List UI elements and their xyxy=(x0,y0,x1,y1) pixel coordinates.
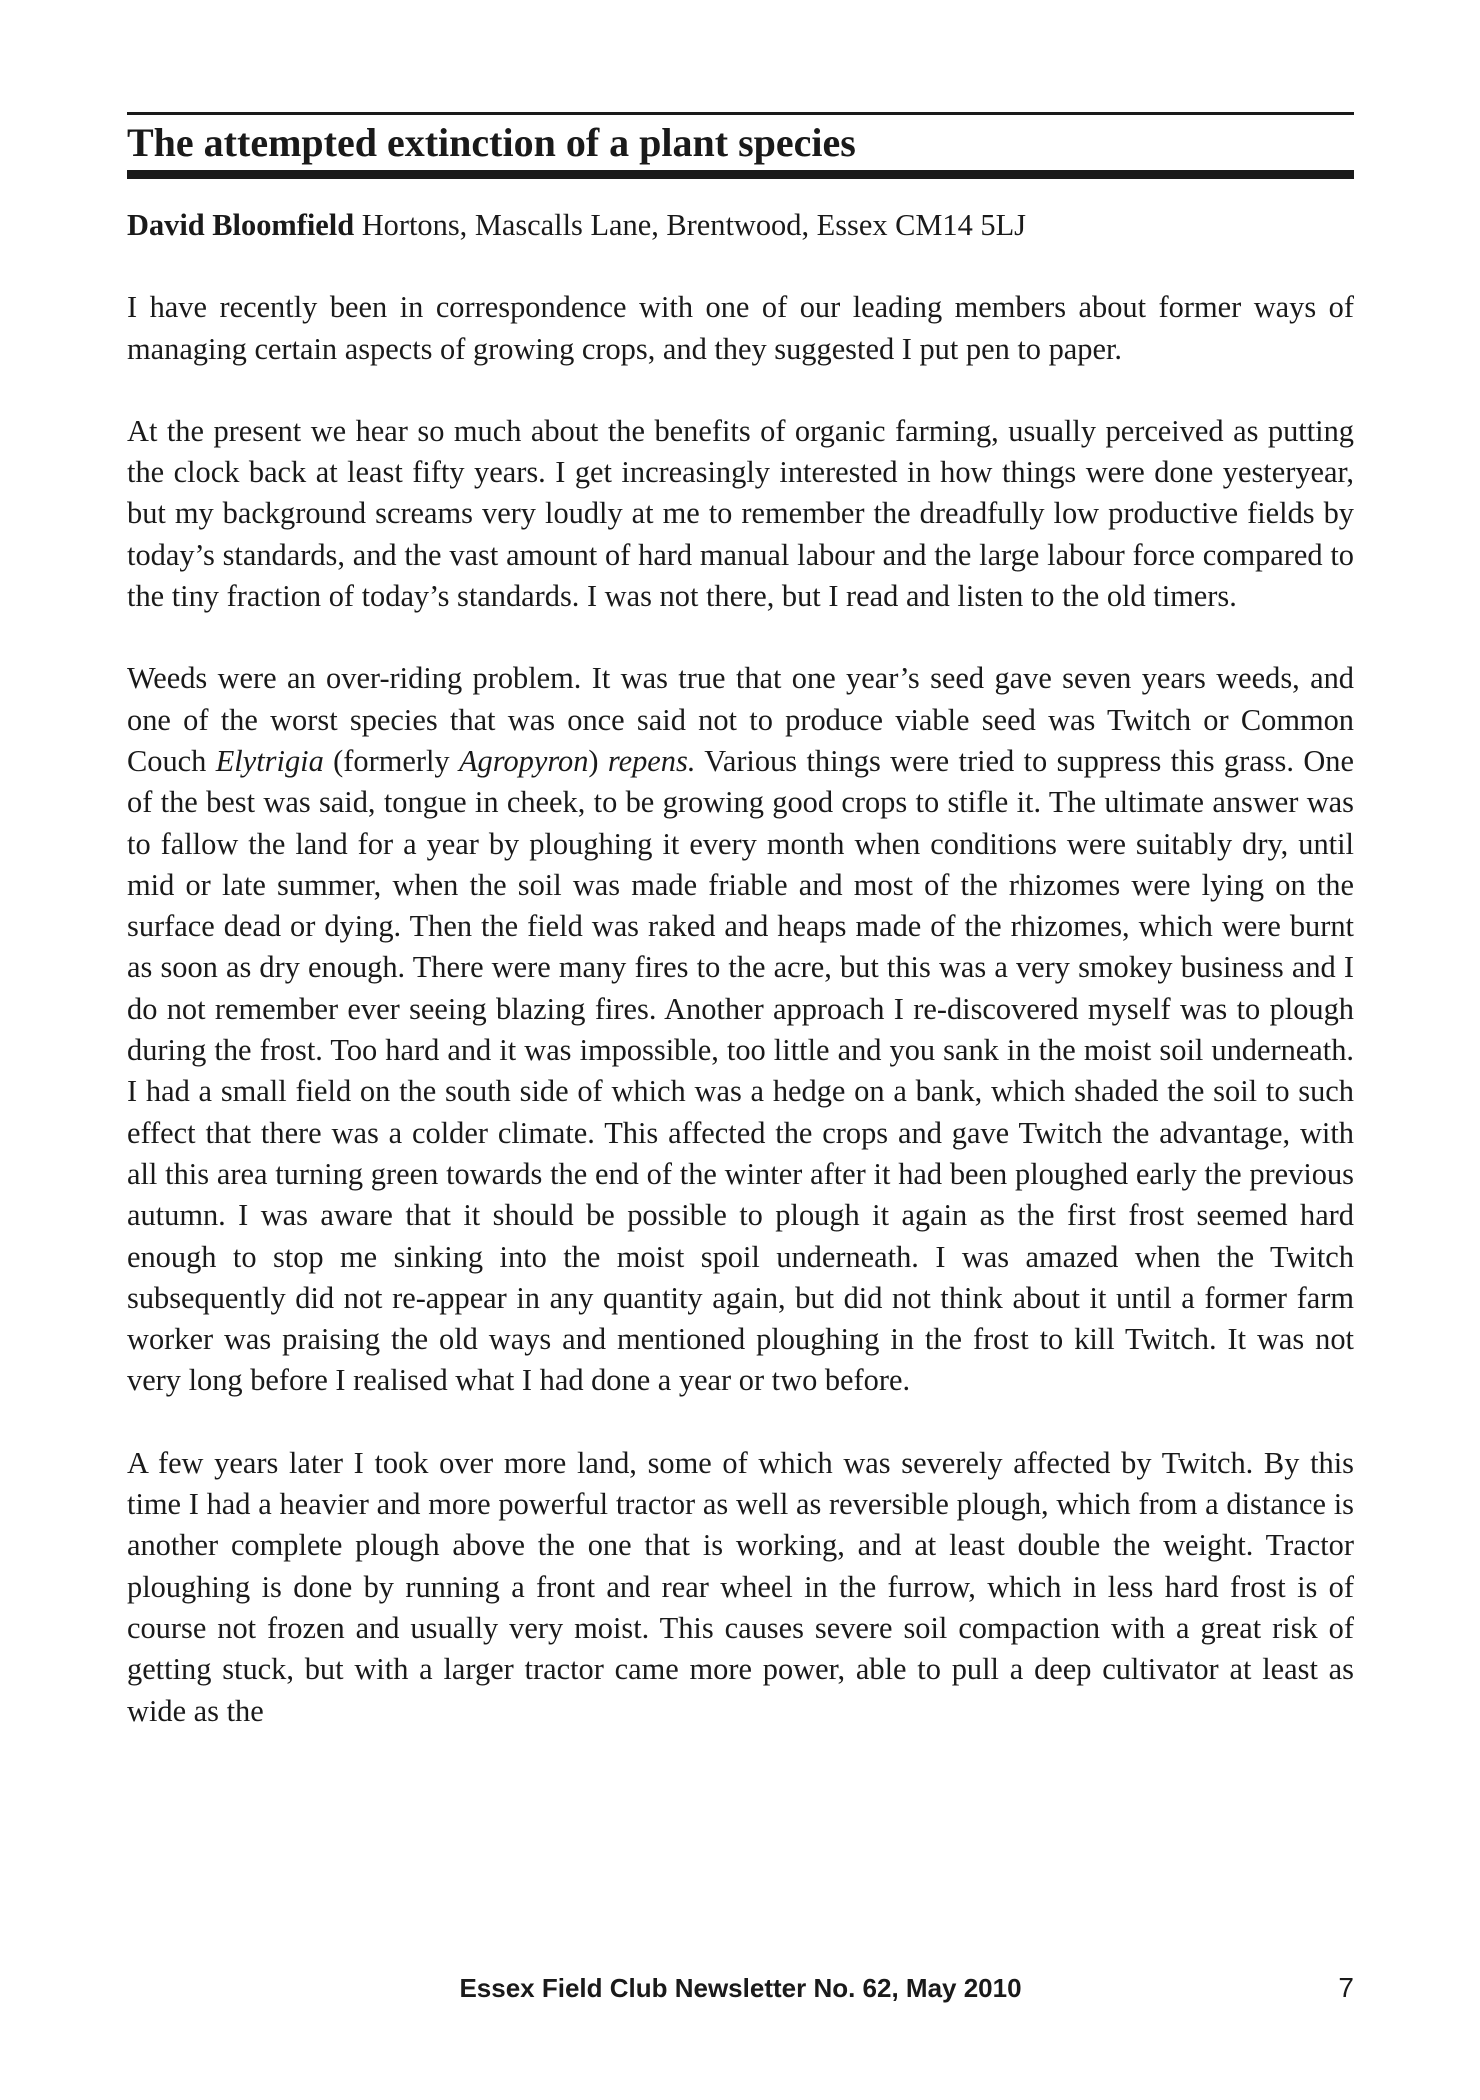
species-former-genus: Agropyron xyxy=(458,743,589,778)
paragraph-2: At the present we hear so much about the benefits of organic farming, usually perceived as putting the clock back at least fifty years. I get increasingly interested in how things were done yesteryear, but my background screams very loudly at me to remember the dreadfully low productive fields by today’s standards, and the vast amount of hard manual labour and the large labour force compared to the tiny fraction of today’s standards. I was not there, but I read and listen to the old timers. xyxy=(127,413,1354,614)
paragraph-4: A few years later I took over more land, some of which was severely affected by Twitch. By this time I had a heavier and more powerful tractor as well as reversible plough, which from a distance is another complete plough above the one that is working, and at least double the weight. Tractor ploughing is done by running a front and rear wheel in the furrow, which in less hard frost is of course not frozen and usually very moist. This causes severe soil compaction with a great risk of getting stuck, but with a larger tractor came more power, able to pull a deep cultivator at least as wide as the xyxy=(127,1445,1354,1728)
page-number: 7 xyxy=(1338,1972,1354,2003)
species-former-open: (formerly xyxy=(333,743,450,778)
publication-title: Essex Field Club Newsletter No. 62, May 2010 xyxy=(459,1973,1022,2003)
page-footer xyxy=(127,1968,1354,2008)
article-body xyxy=(127,205,1354,1773)
paragraph-1: I have recently been in correspondence with one of our leading members about former ways of managing certain aspects of growing crops, and they suggested I put pen to paper. xyxy=(127,290,1354,366)
species-former-close: ) xyxy=(588,743,599,778)
author-line xyxy=(127,205,1354,246)
paragraph-3-body: Various things were tried to suppress this grass. One of the best was said, tongue in cheek, to be growing good crops to stifle it. The ultimate answer was to fallow the land for a year by ploughing it every month when conditions were suitably dry, until mid or late summer, when the soil was made friable and most of the rhizomes were lying on the surface dead or dying. Then the field was raked and heaps made of the rhizomes, which were burnt as soon as dry enough. There were many fires to the acre, but this was a very smokey business and I do not remember ever seeing blazing fires. Another approach I re-discovered myself was to plough during the frost. Too hard and it was impossible, too little and you sank in the moist soil underneath. I had a small field on the south side of which was a hedge on a bank, which shaded the soil to such effect that there was a colder climate. This affected the crops and gave Twitch the advantage, with all this area turning green towards the end of the winter after it had been ploughed early the previous autumn. I was aware that it should be possible to plough it again as the first frost seemed hard enough to stop me sinking into the moist spoil underneath. I was amazed when the Twitch subsequently did not re-appear in any quantity again, but did not think about it until a former farm worker was praising the old ways and mentioned ploughing in the frost to kill Twitch. It was not very long before I realised what I had done a year or two before. xyxy=(127,743,1354,1398)
paragraph-3 xyxy=(127,658,1354,1401)
title-bottom-rule xyxy=(127,170,1354,179)
title-top-rule xyxy=(127,112,1354,115)
author-address: Hortons, Mascalls Lane, Brentwood, Essex CM14 5LJ xyxy=(361,208,1027,242)
species-genus: Elytrigia xyxy=(215,743,324,778)
article-title: The attempted extinction of a plant species xyxy=(127,120,856,165)
species-epithet: repens. xyxy=(607,743,696,778)
paragraph-3-intro: Weeds were an over-riding problem. It was true that one year’s seed gave seven years weeds, and one of the worst species that was once said not to produce viable seed was Twitch or Common Couch xyxy=(127,661,1354,778)
author-name: David Bloomfield xyxy=(127,208,355,242)
